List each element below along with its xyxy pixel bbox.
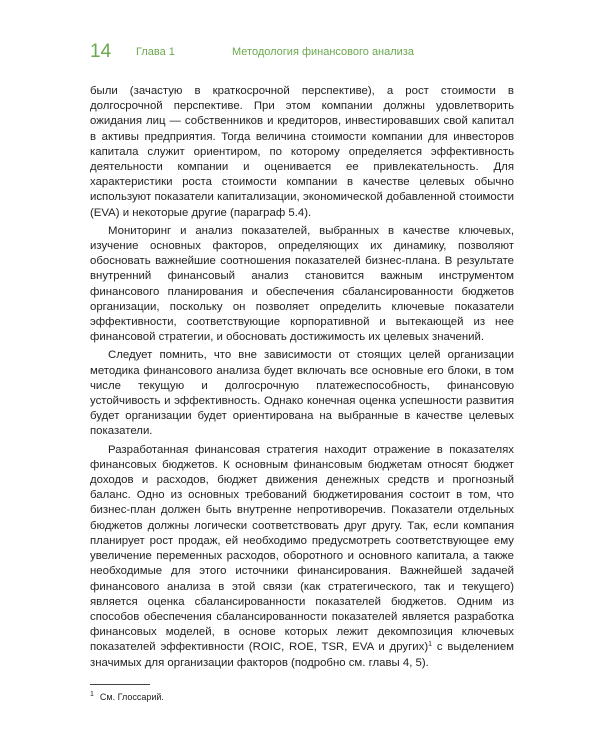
footnote-reference[interactable]: 1 (428, 641, 433, 649)
page-header (90, 42, 520, 62)
paragraph-2: Мониторинг и анализ показателей, выбранных в качестве ключевых, изучение основных факторов, определяющих их динамику, позволяют обосновать важнейшие соотношения показателей бизнес-плана. В результате внутренний финансовый анализ становится важным инструментом финансового планирования и обеспечения сбалансированности бюджетов организации, поскольку он позволяет определить ключевые показатели эффективности, соответствующие корпоративной и вытекающей из нее финансовой стратегии, и обосновать достижимость их целевых значений. (90, 224, 514, 344)
paragraph-4-text: Разработанная финансовая стратегия находит отражение в показателях финансовых бюджетов. К основным финансовым бюджетам относят бюджет доходов и расходов, бюджет движения денежных средств и прогнозный баланс. Одно из основных требований бюджетирования состоит в том, что бизнес-план должен быть внутренне непротиворечив. Показатели отдельных бюджетов должны логически соответствовать друг другу. Так, если компания планирует рост продаж, ей необходимо предусмотреть соответствующее ему увеличение переменных расходов, оборотного и основного капитала, а также необходимые для этого источники финансирования. Важнейшей задачей финансового анализа в этой связи (как стратегического, так и текущего) является оценка сбалансированности показателей бюджетов. Одним из способов обеспечения сбалансированности показателей является разработка финансовых моделей, в основе которых лежит декомпозиция ключевых показателей эффективности (ROIC, ROE, TSR, EVA и других) (90, 443, 514, 654)
running-title: Методология финансового анализа (232, 46, 414, 58)
paragraph-1: были (зачастую в краткосрочной перспективе), а рост стоимости в долгосрочной перспективе. При этом компании должны удовлетворить ожидания лиц — собственников и кредиторов, инвестировавших свой капитал в активы предприятия. Тогда величина стоимости компании для инвесторов капитала служит ориентиром, по которому определяется эффективность деятельности компании и оценивается ее привлекательность. Для характеристики роста стоимости компании в качестве целевых обычно используют показатели капитализации, экономической добавленной стоимости (EVA) и некоторые другие (параграф 5.4). (90, 85, 514, 219)
footnote-mark: 1 (90, 691, 94, 698)
footnote-text: См. Глоссарий. (99, 692, 164, 702)
body-text (90, 84, 514, 671)
paragraph-3: Следует помнить, что вне зависимости от стоящих целей организации методика финансового анализа будет включать все основные его блоки, в том числе текущую и долгосрочную платежеспособность, финансовую устойчивость и эффективность. Однако конечная оценка успешности развития будет организации будет ориентирована на выбранные в качестве целевых показатели. (90, 349, 514, 438)
footnote (90, 692, 164, 702)
paragraph-4-text-after: с выделением значимых для организации факторов (подробно см. главы 4, 5). (90, 641, 514, 669)
paragraph-4 (90, 443, 514, 671)
chapter-label: Глава 1 (136, 46, 175, 58)
footnote-divider (90, 684, 150, 685)
page-number: 14 (90, 41, 112, 62)
